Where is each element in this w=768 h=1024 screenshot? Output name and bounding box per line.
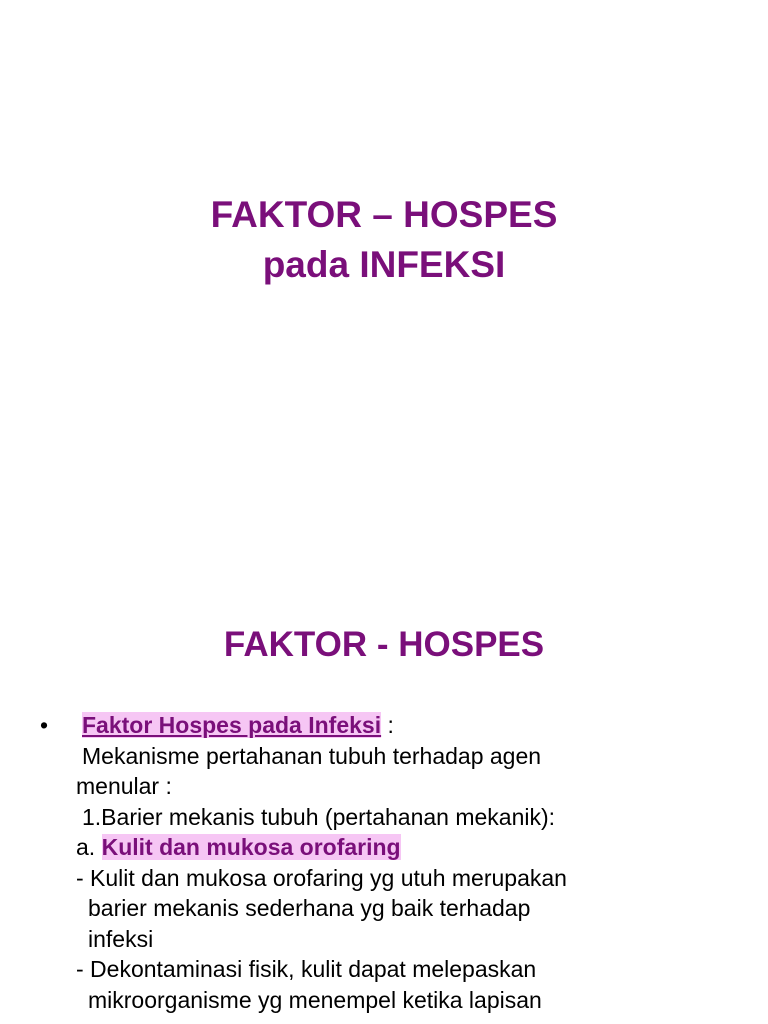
dash-item-1-line-2: barier mekanis sederhana yg baik terhadap [88, 895, 531, 921]
heading-suffix: : [381, 712, 394, 738]
line-barier: 1.Barier mekanis tubuh (pertahanan mekanik): [82, 803, 556, 830]
sub-item-a-highlight: Kulit dan mukosa orofaring [101, 834, 401, 860]
dash-item-1-line-1: - Kulit dan mukosa orofaring yg utuh merupakan [76, 864, 567, 891]
slide-1-title [0, 190, 768, 290]
heading-highlight: Faktor Hospes pada Infeksi [82, 712, 382, 738]
bullet-heading [40, 710, 740, 741]
dash-item-2-line-2: mikroorganisme yg menempel ketika lapisan [88, 986, 542, 1013]
line-mekanisme: Mekanisme pertahanan tubuh terhadap agen [82, 742, 542, 769]
slide-1-title-line-1: FAKTOR – HOSPES [210, 194, 558, 235]
bullet-dot: • [40, 712, 49, 738]
sub-item-a [40, 832, 740, 863]
bullet-list [40, 710, 740, 1015]
dash-item-1-line-3: infeksi [88, 925, 154, 952]
slide-1-title-line-2: pada INFEKSI [262, 244, 506, 285]
sub-item-a-prefix: a. [76, 834, 102, 860]
dash-item-2-line-1: - Dekontaminasi fisik, kulit dapat melepaskan [76, 956, 537, 982]
slide-2 [0, 576, 768, 1024]
slide-2-title: FAKTOR - HOSPES [223, 625, 545, 664]
line-menular: menular : [76, 773, 172, 799]
